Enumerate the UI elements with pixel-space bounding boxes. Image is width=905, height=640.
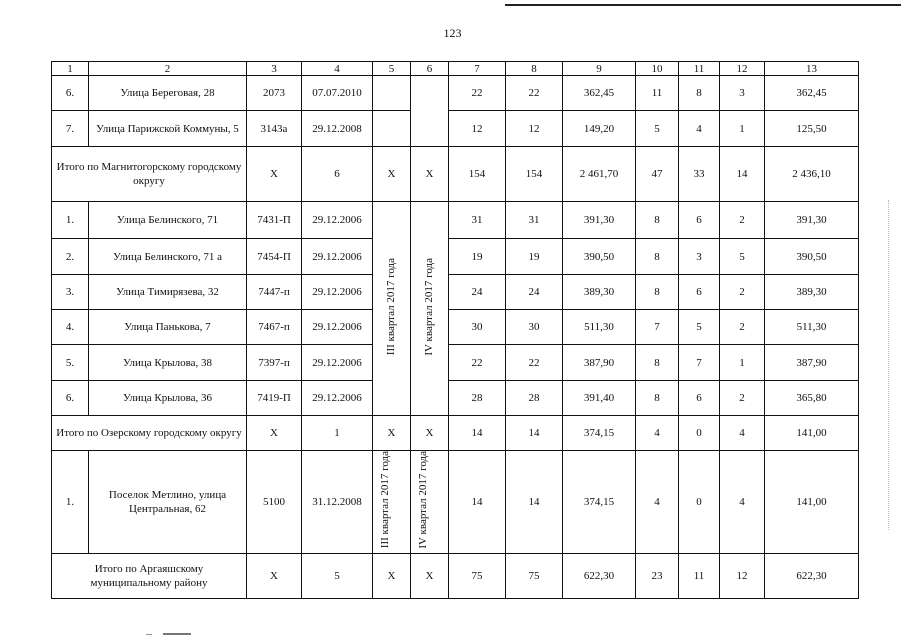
cell-c8: 22 [506,345,563,381]
cell-c9: 391,40 [563,381,636,416]
cell-c10: 8 [636,381,679,416]
cell-c7: 14 [449,416,506,451]
cell-c13: 141,00 [765,451,859,554]
cell-c5 [373,76,411,111]
total-label: Итого по Магнитогорскому городскому округу [52,147,247,202]
address: Улица Тимирязева, 32 [89,275,247,310]
cell-c11: 7 [679,345,720,381]
quarter-c5-text: III квартал 2017 года [385,257,397,356]
cell-c4: 29.12.2008 [302,111,373,147]
cell-c9: 149,20 [563,111,636,147]
cell-c8: 14 [506,416,563,451]
cell-c3: 2073 [247,76,302,111]
header-row [52,62,859,76]
cell-c10: 8 [636,345,679,381]
cell-c4: 29.12.2006 [302,345,373,381]
scan-mark [146,634,152,635]
cell-c11: 0 [679,416,720,451]
cell-c4: 29.12.2006 [302,381,373,416]
cell-c7: 22 [449,76,506,111]
merged-quarter-c5 [373,202,411,416]
cell-c8: 24 [506,275,563,310]
cell-c12: 5 [720,239,765,275]
cell-c7: 30 [449,310,506,345]
cell-c13: 2 436,10 [765,147,859,202]
cell-c6 [411,76,449,147]
header-cell: 9 [563,62,636,76]
cell-c10: 5 [636,111,679,147]
cell-c8: 30 [506,310,563,345]
cell-c4: 29.12.2006 [302,239,373,275]
cell-c13: 511,30 [765,310,859,345]
cell-c8: 31 [506,202,563,239]
cell-c3: X [247,416,302,451]
cell-c7: 19 [449,239,506,275]
cell-c5 [373,451,411,554]
cell-c11: 5 [679,310,720,345]
cell-c8: 14 [506,451,563,554]
cell-c7: 24 [449,275,506,310]
address: Улица Береговая, 28 [89,76,247,111]
row-number: 1. [52,451,89,554]
cell-c4: 1 [302,416,373,451]
table-row [52,310,859,345]
cell-c5 [373,111,411,147]
header-cell: 2 [89,62,247,76]
cell-c12: 1 [720,345,765,381]
data-table [51,61,859,599]
cell-c7: 22 [449,345,506,381]
total-row [52,553,859,598]
cell-c13: 365,80 [765,381,859,416]
header-cell: 4 [302,62,373,76]
total-row [52,147,859,202]
row-number: 4. [52,310,89,345]
cell-c7: 12 [449,111,506,147]
cell-c3: X [247,553,302,598]
row-number: 2. [52,239,89,275]
cell-c5: X [373,147,411,202]
cell-c6: X [411,416,449,451]
quarter-c5-text: III квартал 2017 года [378,451,391,549]
cell-c9: 390,50 [563,239,636,275]
cell-c12: 4 [720,416,765,451]
cell-c4: 29.12.2006 [302,275,373,310]
cell-c4: 31.12.2008 [302,451,373,554]
cell-c3: 5100 [247,451,302,554]
cell-c11: 4 [679,111,720,147]
cell-c11: 33 [679,147,720,202]
cell-c5: X [373,553,411,598]
cell-c7: 75 [449,553,506,598]
cell-c12: 14 [720,147,765,202]
cell-c4: 6 [302,147,373,202]
cell-c11: 11 [679,553,720,598]
total-label: Итого по Аргаяшскому муниципальному району [52,553,247,598]
cell-c9: 391,30 [563,202,636,239]
cell-c9: 389,30 [563,275,636,310]
cell-c8: 154 [506,147,563,202]
cell-c12: 2 [720,275,765,310]
header-cell: 13 [765,62,859,76]
cell-c12: 3 [720,76,765,111]
row-number: 7. [52,111,89,147]
cell-c4: 5 [302,553,373,598]
cell-c7: 154 [449,147,506,202]
cell-c8: 22 [506,76,563,111]
cell-c7: 14 [449,451,506,554]
cell-c7: 28 [449,381,506,416]
total-row [52,416,859,451]
cell-c10: 8 [636,202,679,239]
cell-c13: 622,30 [765,553,859,598]
cell-c6: X [411,553,449,598]
cell-c4: 07.07.2010 [302,76,373,111]
cell-c9: 622,30 [563,553,636,598]
table-row [52,239,859,275]
header-cell: 12 [720,62,765,76]
address: Улица Крылова, 36 [89,381,247,416]
address: Поселок Метлино, улица Центральная, 62 [89,451,247,554]
cell-c10: 7 [636,310,679,345]
address: Улица Парижской Коммуны, 5 [89,111,247,147]
cell-c9: 387,90 [563,345,636,381]
header-cell: 1 [52,62,89,76]
cell-c9: 374,15 [563,451,636,554]
table-row [52,345,859,381]
header-cell: 6 [411,62,449,76]
cell-c3: 7397-п [247,345,302,381]
header-cell: 10 [636,62,679,76]
header-cell: 5 [373,62,411,76]
cell-c12: 2 [720,202,765,239]
cell-c7: 31 [449,202,506,239]
cell-c9: 2 461,70 [563,147,636,202]
table-row [52,202,859,239]
cell-c10: 23 [636,553,679,598]
row-number: 5. [52,345,89,381]
cell-c12: 2 [720,381,765,416]
cell-c11: 6 [679,202,720,239]
cell-c4: 29.12.2006 [302,202,373,239]
row-number: 6. [52,76,89,111]
cell-c8: 75 [506,553,563,598]
header-cell: 8 [506,62,563,76]
address: Улица Белинского, 71 а [89,239,247,275]
cell-c3: 7447-п [247,275,302,310]
table-row [52,275,859,310]
cell-c5: X [373,416,411,451]
quarter-c6-text: IV квартал 2017 года [423,257,435,356]
cell-c9: 511,30 [563,310,636,345]
cell-c12: 1 [720,111,765,147]
cell-c10: 11 [636,76,679,111]
cell-c3: 3143а [247,111,302,147]
cell-c8: 28 [506,381,563,416]
row-number: 6. [52,381,89,416]
cell-c4: 29.12.2006 [302,310,373,345]
cell-c3: 7419-П [247,381,302,416]
page-number: 123 [443,26,462,40]
cell-c13: 141,00 [765,416,859,451]
cell-c8: 19 [506,239,563,275]
cell-c13: 391,30 [765,202,859,239]
cell-c10: 4 [636,451,679,554]
cell-c13: 389,30 [765,275,859,310]
total-label: Итого по Озерскому городскому округу [52,416,247,451]
scan-mark [163,633,191,635]
cell-c10: 4 [636,416,679,451]
cell-c10: 47 [636,147,679,202]
cell-c3: 7431-П [247,202,302,239]
row-number: 1. [52,202,89,239]
cell-c10: 8 [636,239,679,275]
cell-c11: 8 [679,76,720,111]
header-cell: 11 [679,62,720,76]
header-cell: 7 [449,62,506,76]
scan-edge-noise [888,200,893,530]
table-row [52,381,859,416]
cell-c11: 0 [679,451,720,554]
header-cell: 3 [247,62,302,76]
address: Улица Панькова, 7 [89,310,247,345]
cell-c13: 387,90 [765,345,859,381]
cell-c13: 125,50 [765,111,859,147]
address: Улица Белинского, 71 [89,202,247,239]
cell-c13: 390,50 [765,239,859,275]
address: Улица Крылова, 38 [89,345,247,381]
cell-c12: 4 [720,451,765,554]
cell-c3: X [247,147,302,202]
cell-c3: 7454-П [247,239,302,275]
cell-c12: 12 [720,553,765,598]
row-number: 3. [52,275,89,310]
cell-c9: 362,45 [563,76,636,111]
cell-c3: 7467-п [247,310,302,345]
table-row [52,111,859,147]
table-row [52,76,859,111]
table-row [52,451,859,554]
cell-c11: 3 [679,239,720,275]
cell-c13: 362,45 [765,76,859,111]
cell-c11: 6 [679,381,720,416]
merged-quarter-c6 [411,202,449,416]
quarter-c6-text: IV квартал 2017 года [416,451,429,549]
cell-c10: 8 [636,275,679,310]
cell-c6 [411,451,449,554]
cell-c9: 374,15 [563,416,636,451]
cell-c8: 12 [506,111,563,147]
cell-c12: 2 [720,310,765,345]
cell-c6: X [411,147,449,202]
cell-c11: 6 [679,275,720,310]
top-rule [505,4,901,6]
